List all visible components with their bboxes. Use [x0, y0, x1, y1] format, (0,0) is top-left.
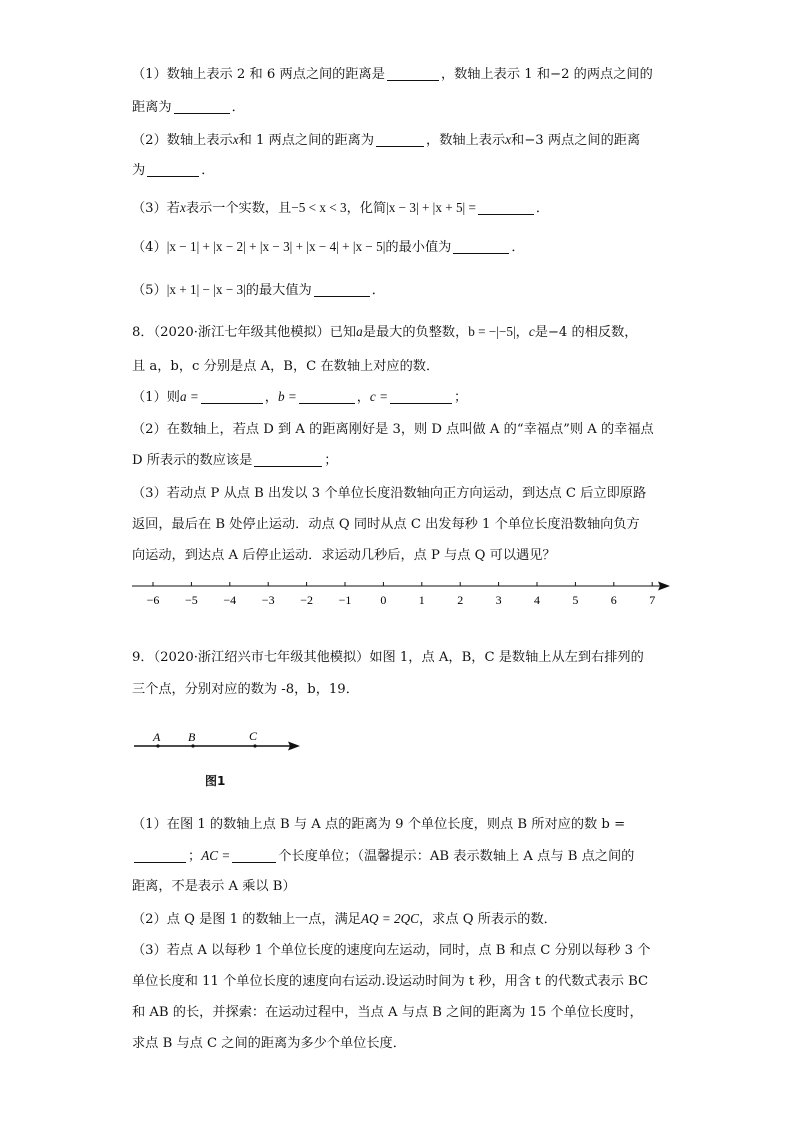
number-line-tick-label: 7 — [649, 593, 656, 607]
q9-part3-line1: （3）若点 A 以每秒 1 个单位长度的速度向左运动，同时，点 B 和点 C 分别以每秒 3 个 — [132, 943, 651, 958]
number-line-tick-label: −4 — [223, 593, 237, 607]
q7-part3: （3）若x表示一个实数，且−5 < x < 3，化简|x − 3| + |x + 5| = ． — [132, 200, 550, 216]
q8-part2-line1: （2）在数轴上，若点 D 到 A 的距离刚好是 3，则 D 点叫做 A 的“幸福点”则 A 的幸福点 — [132, 422, 654, 437]
number-line-tick-label: −5 — [185, 593, 198, 607]
answer-blank[interactable] — [376, 132, 424, 147]
q7-part1-line1: （1）数轴上表示 2 和 6 两点之间的距离是 ，数轴上表示 1 和−2 的两点之间的 — [132, 67, 653, 82]
q9-part3-line3: 和 AB 的长，并探索：在运动过程中，当点 A 与点 B 之间的距离为 15 个单位长度时， — [132, 1005, 643, 1020]
number-line-tick-label: 2 — [457, 593, 464, 607]
number-line-tick-label: 1 — [418, 593, 425, 607]
answer-blank[interactable] — [134, 848, 186, 863]
q9-part1-line2: ；AC = 个长度单位；（温馨提示：AB 表示数轴上 A 点与 B 点之间的 — [132, 846, 634, 867]
q9-stem-line2: 三个点，分别对应的数为 -8，b，19． — [132, 682, 359, 697]
answer-blank[interactable] — [201, 389, 263, 404]
answer-blank[interactable] — [147, 162, 199, 177]
q8-part3-line2: 返回，最后在 B 处停止运动．动点 Q 同时从点 C 出发每秒 1 个单位长度沿数轴向负方 — [132, 517, 640, 532]
number-line-tick-label: 3 — [495, 593, 502, 607]
q7-part2-line2: 为 ． — [132, 163, 215, 178]
answer-blank[interactable] — [174, 99, 230, 114]
label-a: A — [153, 730, 161, 744]
number-line-tick-label: 5 — [572, 593, 579, 607]
q9-part1-line1: （1）在图 1 的数轴上点 B 与 A 点的距离为 9 个单位长度，则点 B 所对应的数 b = — [132, 817, 626, 832]
q7-part2-line1: （2）数轴上表示x和 1 两点之间的距离为 ，数轴上表示x和−3 两点之间的距离 — [132, 132, 641, 148]
number-line-tick-label: −1 — [338, 593, 352, 607]
q9-part2: （2）点 Q 是图 1 的数轴上一点，满足AQ = 2QC，求点 Q 所表示的数． — [132, 911, 557, 927]
point-c — [253, 744, 256, 747]
q9-stem-line1: 9．（2020·浙江绍兴市七年级其他模拟）如图 1，点 A，B，C 是数轴上从左到右排列的 — [132, 650, 644, 665]
answer-blank[interactable] — [390, 389, 452, 404]
q8-part3-line3: 向运动，到达点 A 后停止运动．求运动几秒后，点 P 与点 Q 可以遇见？ — [132, 548, 556, 563]
number-line-tick-label: 6 — [610, 593, 617, 607]
number-line-tick-label: −6 — [146, 593, 160, 607]
q8-part2-line2: D 所表示的数应该是 ； — [132, 453, 338, 468]
point-b — [191, 744, 194, 747]
number-line-tick-label: 0 — [380, 593, 387, 607]
q9-part3-line4: 求点 B 与点 C 之间的距离为多少个单位长度． — [132, 1036, 406, 1051]
label-b: B — [188, 730, 196, 744]
answer-blank[interactable] — [299, 389, 355, 404]
answer-blank[interactable] — [254, 452, 322, 467]
figure-1-number-line — [130, 728, 310, 758]
answer-blank[interactable] — [387, 66, 439, 81]
q8-stem-line1: 8．（2020·浙江七年级其他模拟）已知a是最大的负整数，b = −|−5|，c是−4 的相反数， — [132, 324, 638, 340]
number-line-tick-label: −2 — [300, 593, 313, 607]
figure-caption: 图1 — [205, 774, 226, 788]
answer-blank[interactable] — [232, 848, 276, 863]
answer-blank[interactable] — [478, 200, 534, 215]
number-line-tick-label: 4 — [534, 593, 540, 607]
q7-part5: （5）|x + 1| − |x − 3|的最大值为 ． — [132, 282, 385, 298]
number-line-figure — [120, 572, 680, 612]
label-c: C — [249, 729, 258, 743]
answer-blank[interactable] — [453, 239, 509, 254]
answer-blank[interactable] — [314, 282, 370, 297]
q8-part1: （1）则a = ，b = ，c = ； — [132, 389, 468, 405]
q7-part1-line2: 距离为 ． — [132, 100, 245, 115]
q7-part4: （4）|x − 1| + |x − 2| + |x − 3| + |x − 4| + |x − 5|的最小值为 ． — [132, 239, 525, 255]
q8-stem-line2: 且 a，b，c 分别是点 A，B，C 在数轴上对应的数． — [132, 359, 440, 374]
q8-part3-line1: （3）若动点 P 从点 B 出发以 3 个单位长度沿数轴向正方向运动，到达点 C 后立即原路 — [132, 486, 647, 501]
q9-part3-line2: 单位长度和 11 个单位长度的速度向右运动.设运动时间为 t 秒，用含 t 的代数式表示 BC — [132, 974, 649, 989]
point-a — [156, 744, 159, 747]
q9-part1-line3: 距离，不是表示 A 乘以 B） — [132, 879, 296, 894]
number-line-tick-label: −3 — [261, 593, 275, 607]
